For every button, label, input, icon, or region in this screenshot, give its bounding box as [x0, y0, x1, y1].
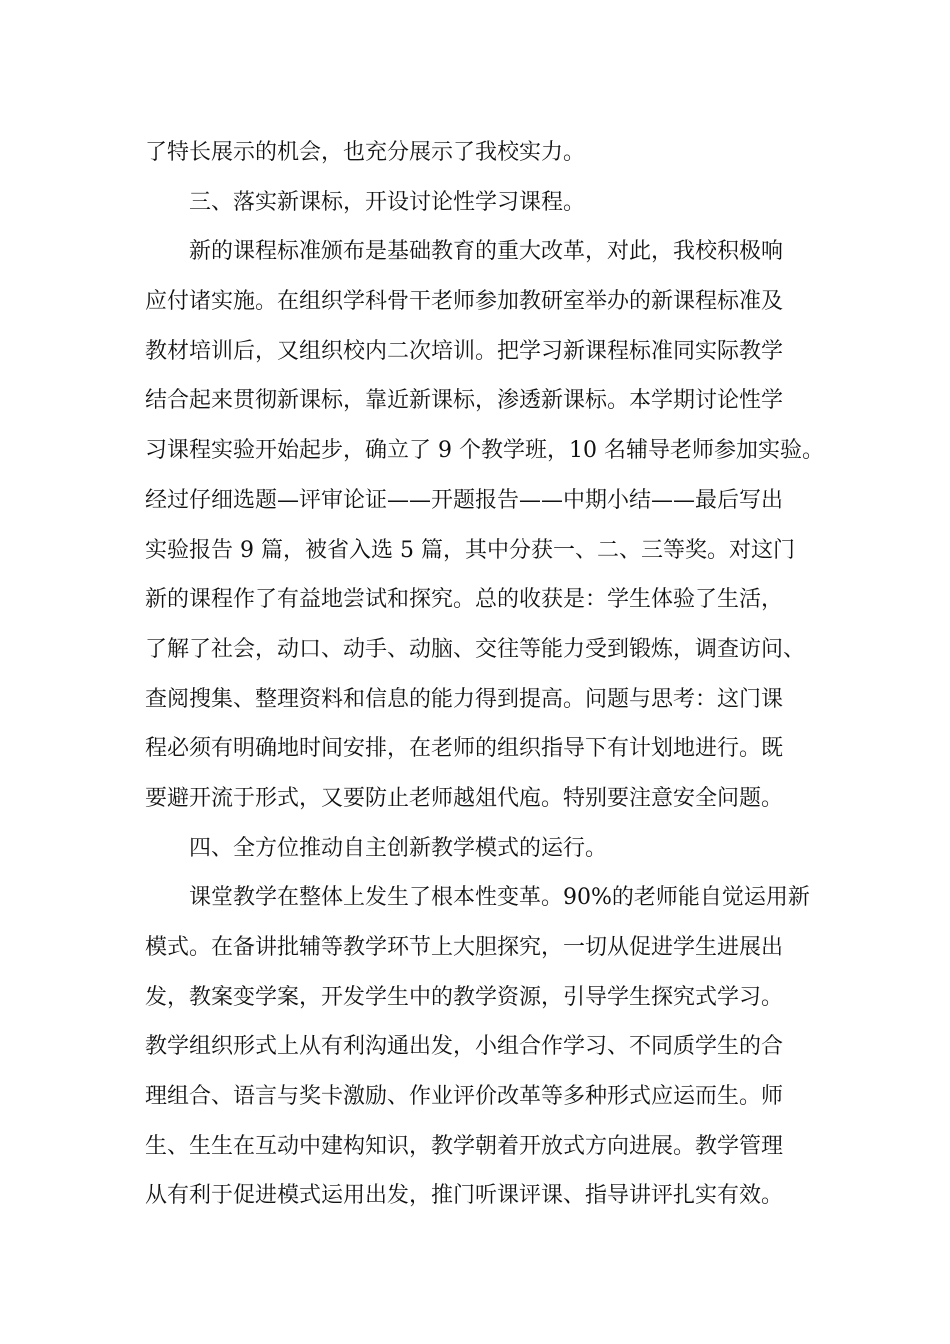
paragraph-start: 新的课程标准颁布是基础教育的重大改革，对此，我校积极响	[189, 239, 784, 265]
text-line: 教材培训后，又组织校内二次培训。把学习新课程标准同实际教学	[145, 338, 784, 364]
text-line: 了特长展示的机会，也充分展示了我校实力。	[145, 140, 586, 165]
text-line: 习课程实验开始起步，确立了 9 个教学班，10 名辅导老师参加实验。	[145, 438, 824, 464]
text-line: 要避开流于形式，又要防止老师越俎代庖。特别要注意安全问题。	[145, 785, 784, 811]
text-line: 程必须有明确地时间安排，在老师的组织指导下有计划地进行。既	[145, 736, 784, 762]
text-line: 生、生生在互动中建构知识，教学朝着开放式方向进展。教学管理	[145, 1133, 784, 1159]
text-line: 应付诸实施。在组织学科骨干老师参加教研室举办的新课程标准及	[145, 289, 784, 315]
text-line: 新的课程作了有益地尝试和探究。总的收获是：学生体验了生活，	[145, 587, 784, 613]
document-body	[145, 128, 825, 1221]
text-line: 发，教案变学案，开发学生中的教学资源，引导学生探究式学习。	[145, 984, 784, 1010]
text-line: 了解了社会，动口、动手、动脑、交往等能力受到锻炼，调查访问、	[145, 636, 806, 662]
section-heading-3: 三、落实新课标，开设讨论性学习课程。	[189, 189, 586, 215]
paragraph-start: 课堂教学在整体上发生了根本性变革。90%的老师能自觉运用新	[189, 885, 810, 911]
text-line: 理组合、语言与奖卡激励、作业评价改革等多种形式应运而生。师	[145, 1084, 784, 1110]
text-line: 查阅搜集、整理资料和信息的能力得到提高。问题与思考：这门课	[145, 686, 784, 712]
text-line: 结合起来贯彻新课标，靠近新课标，渗透新课标。本学期讨论性学	[145, 388, 784, 414]
text-line: 从有利于促进模式运用出发，推门听课评课、指导讲评扎实有效。	[145, 1183, 784, 1209]
text-line: 经过仔细选题—评审论证——开题报告——中期小结——最后写出	[145, 487, 784, 513]
section-heading-4: 四、全方位推动自主创新教学模式的运行。	[189, 835, 608, 861]
text-line: 模式。在备讲批辅等教学环节上大胆探究，一切从促进学生进展出	[145, 935, 784, 960]
text-line: 教学组织形式上从有利沟通出发，小组合作学习、不同质学生的合	[145, 1034, 784, 1060]
text-line: 实验报告 9 篇，被省入选 5 篇，其中分获一、二、三等奖。对这门	[145, 537, 795, 563]
